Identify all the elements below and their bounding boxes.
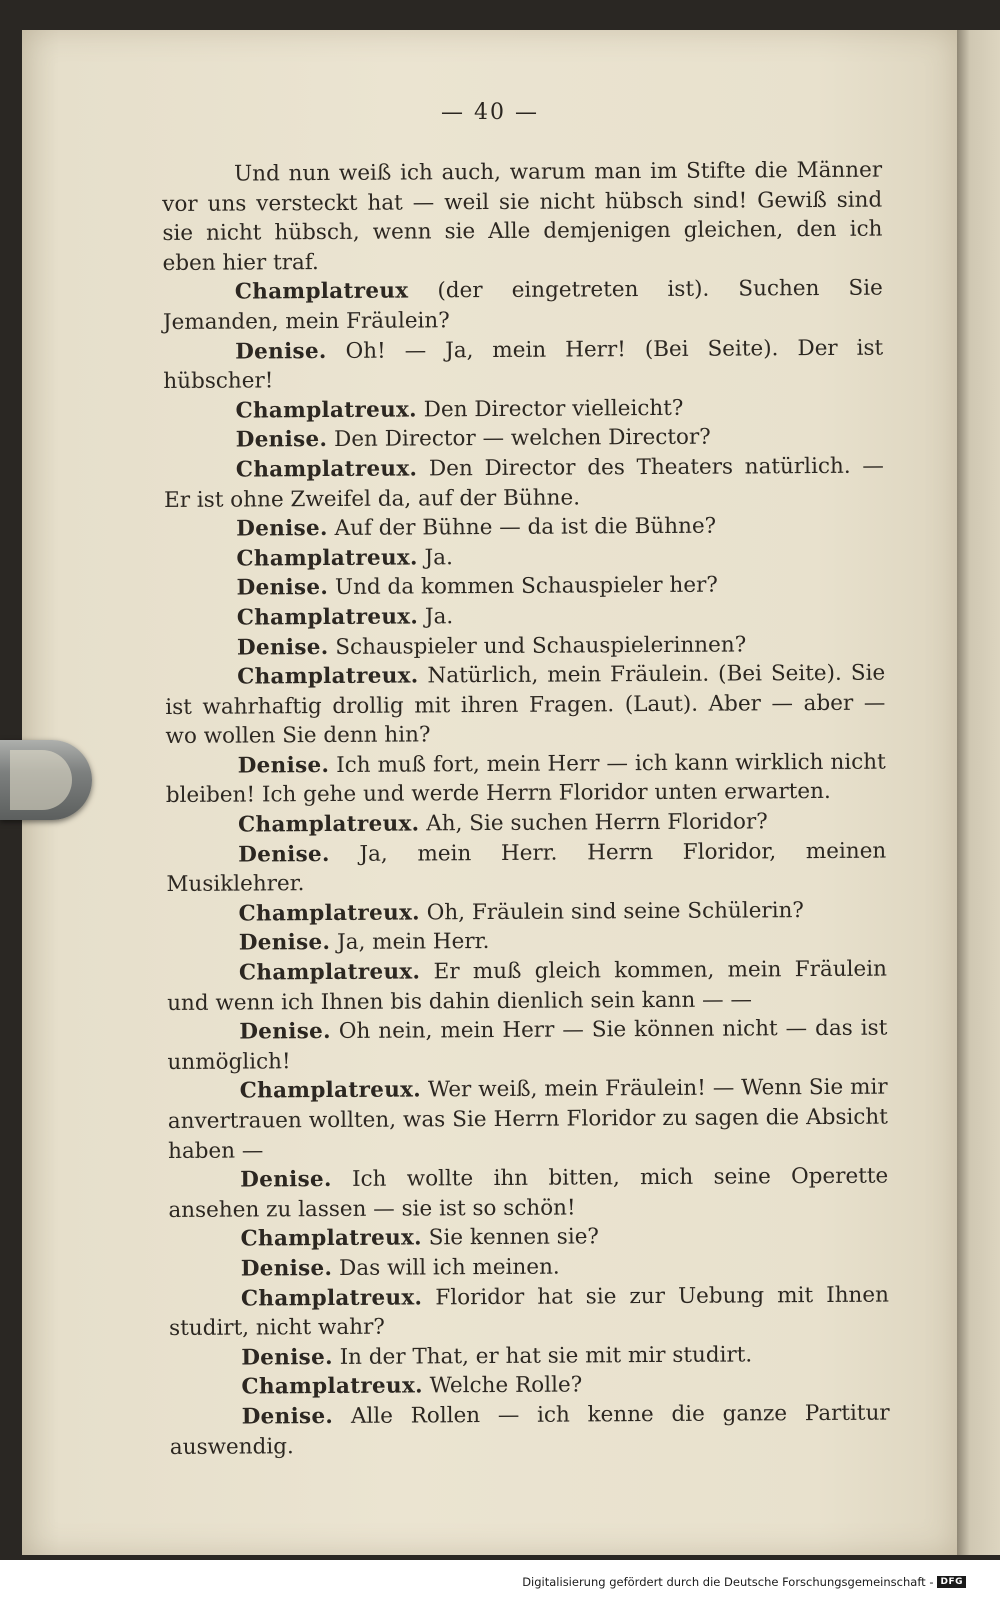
page-number: — 40 — (441, 100, 539, 125)
dialogue-paragraph (165, 629, 885, 663)
speaker-name: Denise. (241, 1403, 334, 1430)
dialogue-text: Wer weiß, mein Fräulein! — Wenn Sie mir anvertrauen wollten, was Sie Herrn Floridor zu sagen die Absicht haben — (167, 1074, 888, 1164)
speaker-name: Denise. (235, 338, 327, 365)
dialogue-paragraph (163, 274, 883, 338)
dialogue-paragraph (169, 1251, 889, 1285)
dialogue-paragraph (162, 156, 883, 279)
dialogue-text: In der That, er hat sie mit mir studirt. (332, 1342, 753, 1370)
dialogue-paragraph (164, 422, 884, 456)
speaker-name: Denise. (238, 841, 330, 868)
dialogue-paragraph (165, 659, 886, 752)
dialogue-paragraph (163, 392, 883, 426)
dialogue-text: Den Director des Theaters natürlich. — Er ist ohne Zweifel da, auf der Bühne. (164, 453, 884, 513)
dfg-logo: DFG (937, 1576, 966, 1588)
speaker-name: Champlatreux. (236, 604, 419, 631)
dialogue-text: Oh, Fräulein sind seine Schülerin? (419, 897, 804, 926)
dialogue-text: Und da kommen Schauspieler her? (328, 572, 718, 601)
page-clip-window (10, 750, 72, 810)
speaker-name: Champlatreux. (237, 663, 419, 690)
dialogue-text: Auf der Bühne — da ist die Bühne? (327, 513, 717, 542)
dialogue-text: Das will ich meinen. (332, 1254, 560, 1281)
speaker-name: Champlatreux. (235, 456, 418, 483)
dialogue-text: Ja. (417, 544, 453, 571)
dialogue-paragraph (164, 540, 884, 574)
dialogue-paragraph (168, 1073, 889, 1166)
speaker-name: Denise. (236, 634, 329, 661)
speaker-name: Champlatreux. (240, 1284, 423, 1312)
next-page-edge (957, 30, 1000, 1555)
dialogue-paragraph (167, 955, 887, 1019)
dialogue-text: Den Director — welchen Director? (327, 424, 711, 453)
dialogue-text: Floridor hat sie zur Uebung mit Ihnen studirt, nicht wahr? (169, 1282, 890, 1342)
dialogue-paragraph (169, 1339, 889, 1373)
dialogue-paragraph (166, 747, 886, 811)
dialogue-paragraph (165, 570, 885, 604)
dialogue-text: Natürlich, mein Fräulein. (Bei Seite). Sie ist wahrhaftig drollig mit ihren Fragen. (Laut). Aber — aber — wo wollen Sie denn hin? (165, 660, 886, 750)
speaker-name: Champlatreux (234, 278, 409, 305)
digitization-credit-text: Digitalisierung gefördert durch die Deutsche Forschungsgemeinschaft - (522, 1575, 934, 1589)
dialogue-paragraph (167, 895, 887, 929)
speaker-name: Denise. (241, 1344, 333, 1371)
dialogue-paragraph (164, 452, 884, 516)
speaker-name: Denise. (240, 1167, 332, 1193)
dialogue-text: Welche Rolle? (422, 1372, 583, 1399)
dialogue-text: Ja. (418, 604, 454, 630)
dialogue-text: Schauspieler und Schauspielerinnen? (328, 631, 747, 660)
dialogue-paragraph (164, 511, 884, 545)
speaker-name: Denise. (238, 930, 331, 956)
dialogue-text: Ja, mein Herr. Herrn Floridor, meinen Musiklehrer. (166, 838, 887, 898)
digitization-credit (516, 1573, 972, 1591)
dialogue-paragraph (169, 1280, 889, 1344)
dialogue-paragraph (167, 1014, 887, 1078)
dialogue-text: (der eingetreten ist). Suchen Sie Jemanden, mein Fräulein? (162, 275, 883, 335)
speaker-name: Champlatreux. (240, 1225, 422, 1252)
dialogue-paragraph (170, 1399, 890, 1463)
dialogue-paragraph (168, 1162, 888, 1226)
speaker-name: Denise. (235, 427, 328, 453)
speaker-name: Champlatreux. (237, 811, 420, 838)
speaker-name: Denise. (240, 1255, 333, 1282)
speaker-name: Champlatreux. (235, 397, 417, 424)
dialogue-paragraph (165, 599, 885, 633)
dialogue-text: Alle Rollen — ich kenne die ganze Partitur auswendig. (169, 1400, 890, 1460)
speaker-name: Champlatreux. (236, 545, 418, 572)
dialogue-text: Oh nein, mein Herr — Sie können nicht — das ist unmöglich! (167, 1015, 888, 1075)
speaker-name: Champlatreux. (238, 900, 421, 927)
speaker-name: Champlatreux. (239, 1077, 422, 1104)
dialogue-text: Er muß gleich kommen, mein Fräulein und wenn ich Ihnen bis dahin dienlich sein kann — — (167, 956, 888, 1016)
dialogue-paragraph (169, 1369, 889, 1403)
speaker-name: Denise. (236, 516, 328, 542)
dialogue-text: Den Director vielleicht? (416, 395, 684, 423)
dialogue-text: Oh! — Ja, mein Herr! (Bei Seite). Der ist hübscher! (163, 335, 884, 395)
dialogue-text: Ah, Sie suchen Herrn Floridor? (419, 809, 768, 837)
dialogue-text: Und nun weiß ich auch, warum man im Stifte die Männer vor uns versteckt hat — weil sie nicht hübsch sind! Gewiß sind sie nicht hübsch, wenn sie Alle demjenigen gleichen, den ich eben hier traf. (162, 157, 883, 276)
speaker-name: Denise. (236, 575, 329, 601)
speaker-name: Denise. (239, 1019, 331, 1045)
dialogue-text: Ich wollte ihn bitten, mich seine Operette ansehen zu lassen — sie ist so schön! (168, 1163, 889, 1223)
page-clip (0, 740, 92, 820)
speaker-name: Champlatreux. (238, 959, 421, 986)
dialogue-paragraph (169, 1221, 889, 1255)
speaker-name: Champlatreux. (241, 1373, 423, 1400)
dialogue-text: Ich muß fort, mein Herr — ich kann wirklich nicht bleiben! Ich gehe und werde Herrn Floridor unten erwarten. (165, 749, 886, 809)
dialogue-text: Ja, mein Herr. (330, 929, 490, 956)
page-text (162, 156, 890, 1462)
speaker-name: Denise. (237, 752, 330, 779)
dialogue-text: Sie kennen sie? (421, 1224, 600, 1251)
dialogue-paragraph (167, 925, 887, 959)
dialogue-paragraph (166, 807, 886, 841)
dialogue-paragraph (163, 333, 883, 397)
dialogue-paragraph (166, 836, 886, 900)
